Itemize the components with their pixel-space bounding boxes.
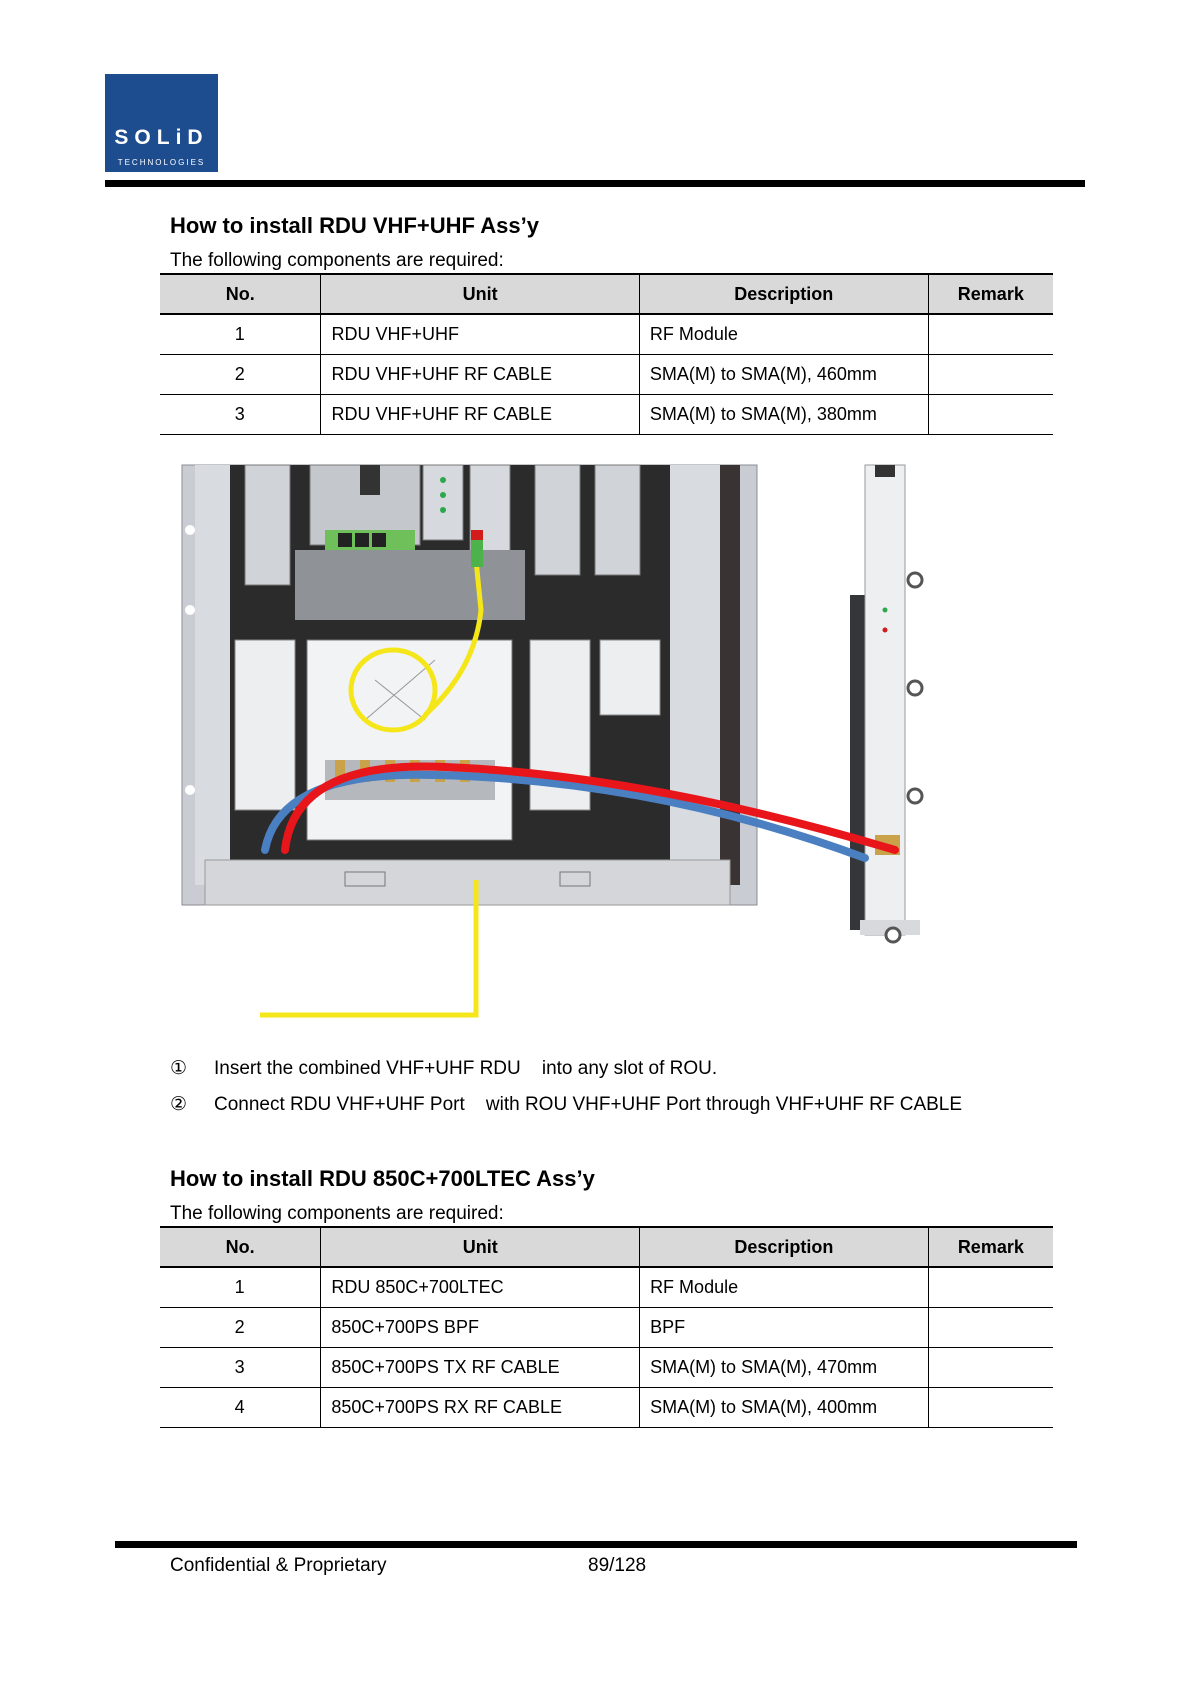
cell-no: 2 <box>160 355 321 395</box>
cell-remark <box>928 1388 1053 1428</box>
logo-text: SOLiD <box>114 126 209 149</box>
cell-unit: 850C+700PS TX RF CABLE <box>321 1348 640 1388</box>
cell-description: SMA(M) to SMA(M), 400mm <box>640 1388 929 1428</box>
cell-no: 4 <box>160 1388 321 1428</box>
section2-title: How to install RDU 850C+700LTEC Ass’y <box>170 1166 595 1191</box>
cell-remark <box>928 314 1053 355</box>
section2-intro: The following components are required: <box>170 1203 504 1224</box>
cell-remark <box>928 1348 1053 1388</box>
table-row <box>160 355 1053 395</box>
section1-table <box>160 273 1053 435</box>
footer-rule <box>115 1541 1077 1548</box>
section1-title: How to install RDU VHF+UHF Ass’y <box>170 213 539 238</box>
cell-unit: RDU VHF+UHF RF CABLE <box>321 355 639 395</box>
table-row <box>160 1308 1053 1348</box>
cell-no: 1 <box>160 1267 321 1308</box>
header-rule <box>105 180 1085 187</box>
cell-remark <box>928 1308 1053 1348</box>
step-1-marker: ① <box>170 1058 188 1079</box>
cell-description: SMA(M) to SMA(M), 460mm <box>639 355 928 395</box>
table-row <box>160 1388 1053 1428</box>
page-number: 89/128 <box>588 1555 647 1576</box>
cell-description: SMA(M) to SMA(M), 470mm <box>640 1348 929 1388</box>
cell-no: 2 <box>160 1308 321 1348</box>
header-description: Description <box>639 274 928 314</box>
table-header-row <box>160 1227 1053 1267</box>
step-1-text: Insert the combined VHF+UHF RDU into any slot of ROU. <box>214 1058 718 1079</box>
footer-confidential: Confidential & Proprietary <box>170 1555 387 1576</box>
table-row <box>160 314 1053 355</box>
cell-description: RF Module <box>639 314 928 355</box>
header-unit: Unit <box>321 1227 640 1267</box>
cell-description: RF Module <box>640 1267 929 1308</box>
cell-description: BPF <box>640 1308 929 1348</box>
cell-description: SMA(M) to SMA(M), 380mm <box>639 395 928 435</box>
step-2-marker: ② <box>170 1094 188 1115</box>
cell-remark <box>928 395 1053 435</box>
cell-unit: RDU VHF+UHF RF CABLE <box>321 395 639 435</box>
section2-table <box>160 1226 1053 1428</box>
cell-remark <box>928 1267 1053 1308</box>
header-remark: Remark <box>928 1227 1053 1267</box>
section1-intro: The following components are required: <box>170 250 504 271</box>
header-remark: Remark <box>928 274 1053 314</box>
cell-no: 3 <box>160 1348 321 1388</box>
table-row <box>160 1267 1053 1308</box>
table-header-row <box>160 274 1053 314</box>
table-row <box>160 1348 1053 1388</box>
cell-no: 3 <box>160 395 321 435</box>
cell-no: 1 <box>160 314 321 355</box>
step-1 <box>170 1057 717 1080</box>
header-no: No. <box>160 1227 321 1267</box>
cell-unit: RDU 850C+700LTEC <box>321 1267 640 1308</box>
installation-photo <box>175 460 1055 1035</box>
header-description: Description <box>640 1227 929 1267</box>
logo-subtext: TECHNOLOGIES <box>117 158 206 167</box>
cell-unit: 850C+700PS BPF <box>321 1308 640 1348</box>
table-row <box>160 395 1053 435</box>
cell-unit: RDU VHF+UHF <box>321 314 639 355</box>
step-2 <box>170 1093 962 1116</box>
cell-unit: 850C+700PS RX RF CABLE <box>321 1388 640 1428</box>
solid-logo <box>105 74 218 172</box>
header-no: No. <box>160 274 321 314</box>
header-unit: Unit <box>321 274 639 314</box>
cell-remark <box>928 355 1053 395</box>
step-2-text: Connect RDU VHF+UHF Port with ROU VHF+UHF Port through VHF+UHF RF CABLE <box>214 1094 963 1115</box>
rdu-module <box>850 465 922 942</box>
